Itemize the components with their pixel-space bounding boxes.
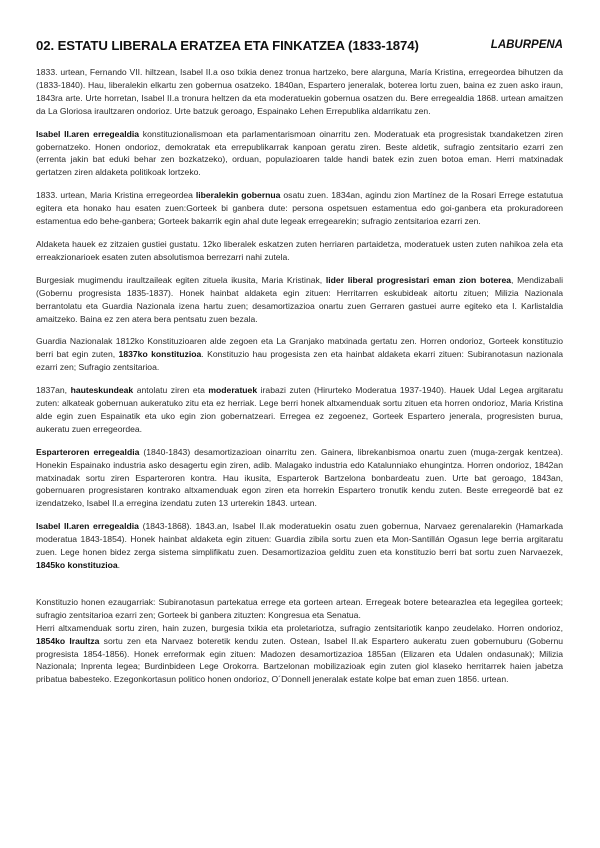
document-body bbox=[36, 66, 563, 696]
summary-label: LABURPENA bbox=[490, 39, 563, 51]
paragraph-text: (1840-1843) desamortizazioan oinarritu zen. Gainera, librekanbismoa onartu zuen (muga-zergak kentzea). Honekin Espainako industria asko desagertu egin ziren, adib. Malagako industria edo Katalunniako ehungintza. Horren ondorioz, 1842an matxinadak sortu ziren Esparteroren kontra. Hau ikusita, Esparterok Bartzelona bonbardeatu zuen. Urte bat geroago, 1843an, gobernuaren progresistaren kontrako altxamenduak egon ziren eta horrekin Espartero tronutik kendu zuten. Beste erregeordë bat ez izendatzeko, Isabel II.a erregina izendatu zuten 13 urterekin 1843. urtean. bbox=[36, 446, 563, 509]
paragraph-1854-revolution bbox=[36, 622, 563, 687]
paragraph-text: . Konstituzio hau progesista zen eta hainbat aldaketa ekarri zituen: Subiranotasun nazionala ezarri zen; Sufragio zentsitarioa. bbox=[36, 349, 563, 373]
paragraph-text: Herri altxamenduak sortu ziren, hain zuzen, burgesia txikia eta proletariotza, sufragio zentsitariotik kanpo zeudelako. Horren ondorioz, bbox=[36, 622, 563, 633]
paragraph-constitution-features bbox=[36, 596, 563, 622]
paragraph-text: antolatu ziren eta bbox=[133, 385, 209, 396]
bold-term: moderatuek bbox=[208, 385, 258, 396]
paragraph-text: osatu zuen. 1834an, agindu zion Martínez de la Rosari Errege estatutua egitera eta honako hau esaten zuen:Gorteek bi ganbera dute: persona ospetsuen estamentua edo goi-ganbera eta prokuradoreen estamentua edo behe-ganbera; Gorteek bakarrik egin ahal dute legeak erregearekin; sufragio zentsitarioa ezarri zen. bbox=[36, 190, 563, 227]
paragraph-text: sortu zen eta Narvaez boteretik kendu zuten. Ostean, Isabel II.ak Espartero aukeratu zuen gobernuburu (Gobernu progresista 1854-1856). Honek erreformak egin zituen: Madozen desamortizazioa 1855an (Elizaren eta Udalen ondasunak); Milizia Nazionala; Inprenta legea; Burdinbideen Lege Orokorra. Bartzelonan mobilizazioak egin zuten giol klaseko herritarrek haien jabetza pribatua babesteko. Ezegonkortasun politico honen ondorioz, O´Donnell jeneralak estate kolpe bat eman zuen 1856. urtean. bbox=[36, 635, 563, 685]
bold-term: 1854ko Iraultza bbox=[36, 635, 100, 646]
paragraph-text: 1833. urtean, Fernando VII. hiltzean, Isabel II.a oso txikia denez tronua hartzeko, bere alarguna, María Kristina, erregeordea bihutzen da (1833-1840). Hau, liberalekin elkartu zen gobernua osatzeko. 1840an, Espartero jeneralak, boterea lortu zuen, baina ez zuen asko iraun, 1843ra arte. Urte horretan, Isabel II.a tronura heltzen da eta moderatuekin gobernua osatzen du. Bere erregealdia 1868. urtean amaitzen da La Gloriosa iraultzaren ondorioz. Urte batzuk geroago, Espainako Lehen Errepublika aldarrikatu zen. bbox=[36, 67, 563, 116]
paragraph-intro bbox=[36, 66, 563, 118]
bold-term: 1837ko konstituzioa bbox=[118, 349, 202, 360]
paragraph-text: 1833. urtean, Maria Kristina erregeordea bbox=[36, 190, 196, 201]
paragraph-elections bbox=[36, 384, 563, 436]
bold-term: hauteskundeak bbox=[70, 385, 134, 396]
paragraph-espartero bbox=[36, 446, 563, 511]
paragraph-isabel-reign bbox=[36, 128, 563, 180]
paragraph-text: konstituzionalismoan eta parlamentarismoan oinarritu zen. Moderatuak eta progresistak txandaketzen ziren gobernatzeko. Honen ondorioz, demokratak eta errepublikarrak kanpoan geratu ziren. Beste aldetik, sufragio zentsitario ezarri zen (errenta jakin bat eduki behar zen bozkatzeko), orduan, populazioaren talde handi batek ezin zuen botoa eman. Herri matxinadak gertatzen ziren aldaketa politikoak lortzeko. bbox=[36, 128, 563, 178]
paragraph-isabel-1843 bbox=[36, 520, 563, 572]
paragraph-text: Konstituzio honen ezaugarriak: Subiranotasun partekatua errege eta gorteen artean. Erregeak botere betearazlea eta legegilea gorteek; sufragio zentsitarioa ezarri zen; Gorteek bi ganbera zituzten: Kongresua eta Senatua. bbox=[36, 596, 563, 620]
paragraph-1837-constitution bbox=[36, 335, 563, 374]
paragraph-changes bbox=[36, 238, 563, 264]
paragraph-text: Guardia Nazionalak 1812ko Konstituzioaren alde zegoen eta La Granjako matxinada gertatu zen. Horren ondorioz, Gorteek konstituzio berri bat egin zuten, bbox=[36, 336, 563, 360]
bold-term: Isabel II.aren erregealdia bbox=[36, 128, 140, 139]
bold-term: lider liberal progresistari eman zion boterea bbox=[325, 274, 512, 285]
document-header bbox=[36, 38, 563, 58]
bold-term: liberalekin gobernua bbox=[195, 190, 281, 201]
bold-term: Esparteroren erregealdia bbox=[36, 446, 140, 457]
bold-term: Isabel II.aren erregealdia bbox=[36, 521, 139, 532]
paragraph-text: , Mendizabali (Gobernu progresista 1835-1837). Honek hainbat aldaketa egin zituen: Herritarren eskubideak aitortu zituen; Milizia Nazionala berrantolatu eta Guardia Nazionala izena hartu zuen; desamortizazioa onartu zuen Gerraren gastuei aurre egiteko eta I. Karlistaldia amaitzeko. Baina ez zen atera bera pentsatu zuen bezala. bbox=[36, 274, 563, 324]
paragraph-text: Burgesiak mugimendu iraultzaileak egiten zituela ikusita, Maria Kristinak, bbox=[36, 274, 326, 285]
page-title: 02. ESTATU LIBERALA ERATZEA ETA FINKATZEA (1833-1874) bbox=[36, 38, 419, 53]
paragraph-text: . bbox=[117, 560, 121, 570]
paragraph-text: 1837an, bbox=[36, 385, 71, 396]
paragraph-text: irabazi zuten (Hirurteko Moderatua 1937-1940). Hauek Udal Legea argitaratu zuten: alkateak gobernuan aukeratuko zitu eta ez herriak. Lege berri honek altxamenduak sortu zituen eta horren ondorioz, Maria Kristina alde egin zuen Espainatik eta uko egin zion gobernatzeari. Erregea ez zegoenez, Gorteek Espartero jenerala, progresisten burua, aukeratu zuen erregeordea. bbox=[36, 385, 563, 434]
paragraph-text: (1843-1868). 1843.an, Isabel II.ak moderatuekin osatu zuen gobernua, Narvaez gerenalarekin (Hamarkada moderatua 1843-1854). Honek hainbat aldaketa egin zituen: Guardia zibila sortu zuen eta Mon-Santillán Ogasun lege berria argitaratu zuen. Lege honen bidez zerga sistema simplifikatu zuen. Desamortizazioa gelditu zuen eta konstituzio berri bat sortu zuen Narvaezek, bbox=[36, 521, 563, 558]
paragraph-text: Aldaketa hauek ez zitzaien gustiei gustatu. 12ko liberalek eskatzen zuten herriaren partaidetza, moderatuek usten zuten nahikoa zela eta erreakzionarioek esaten zuten absolutismoa berrezarri nahi zutela. bbox=[36, 238, 563, 262]
bold-term: 1845ko konstituzioa bbox=[36, 560, 118, 570]
paragraph-mendizabal bbox=[36, 274, 563, 326]
paragraph-maria-kristina bbox=[36, 189, 563, 228]
